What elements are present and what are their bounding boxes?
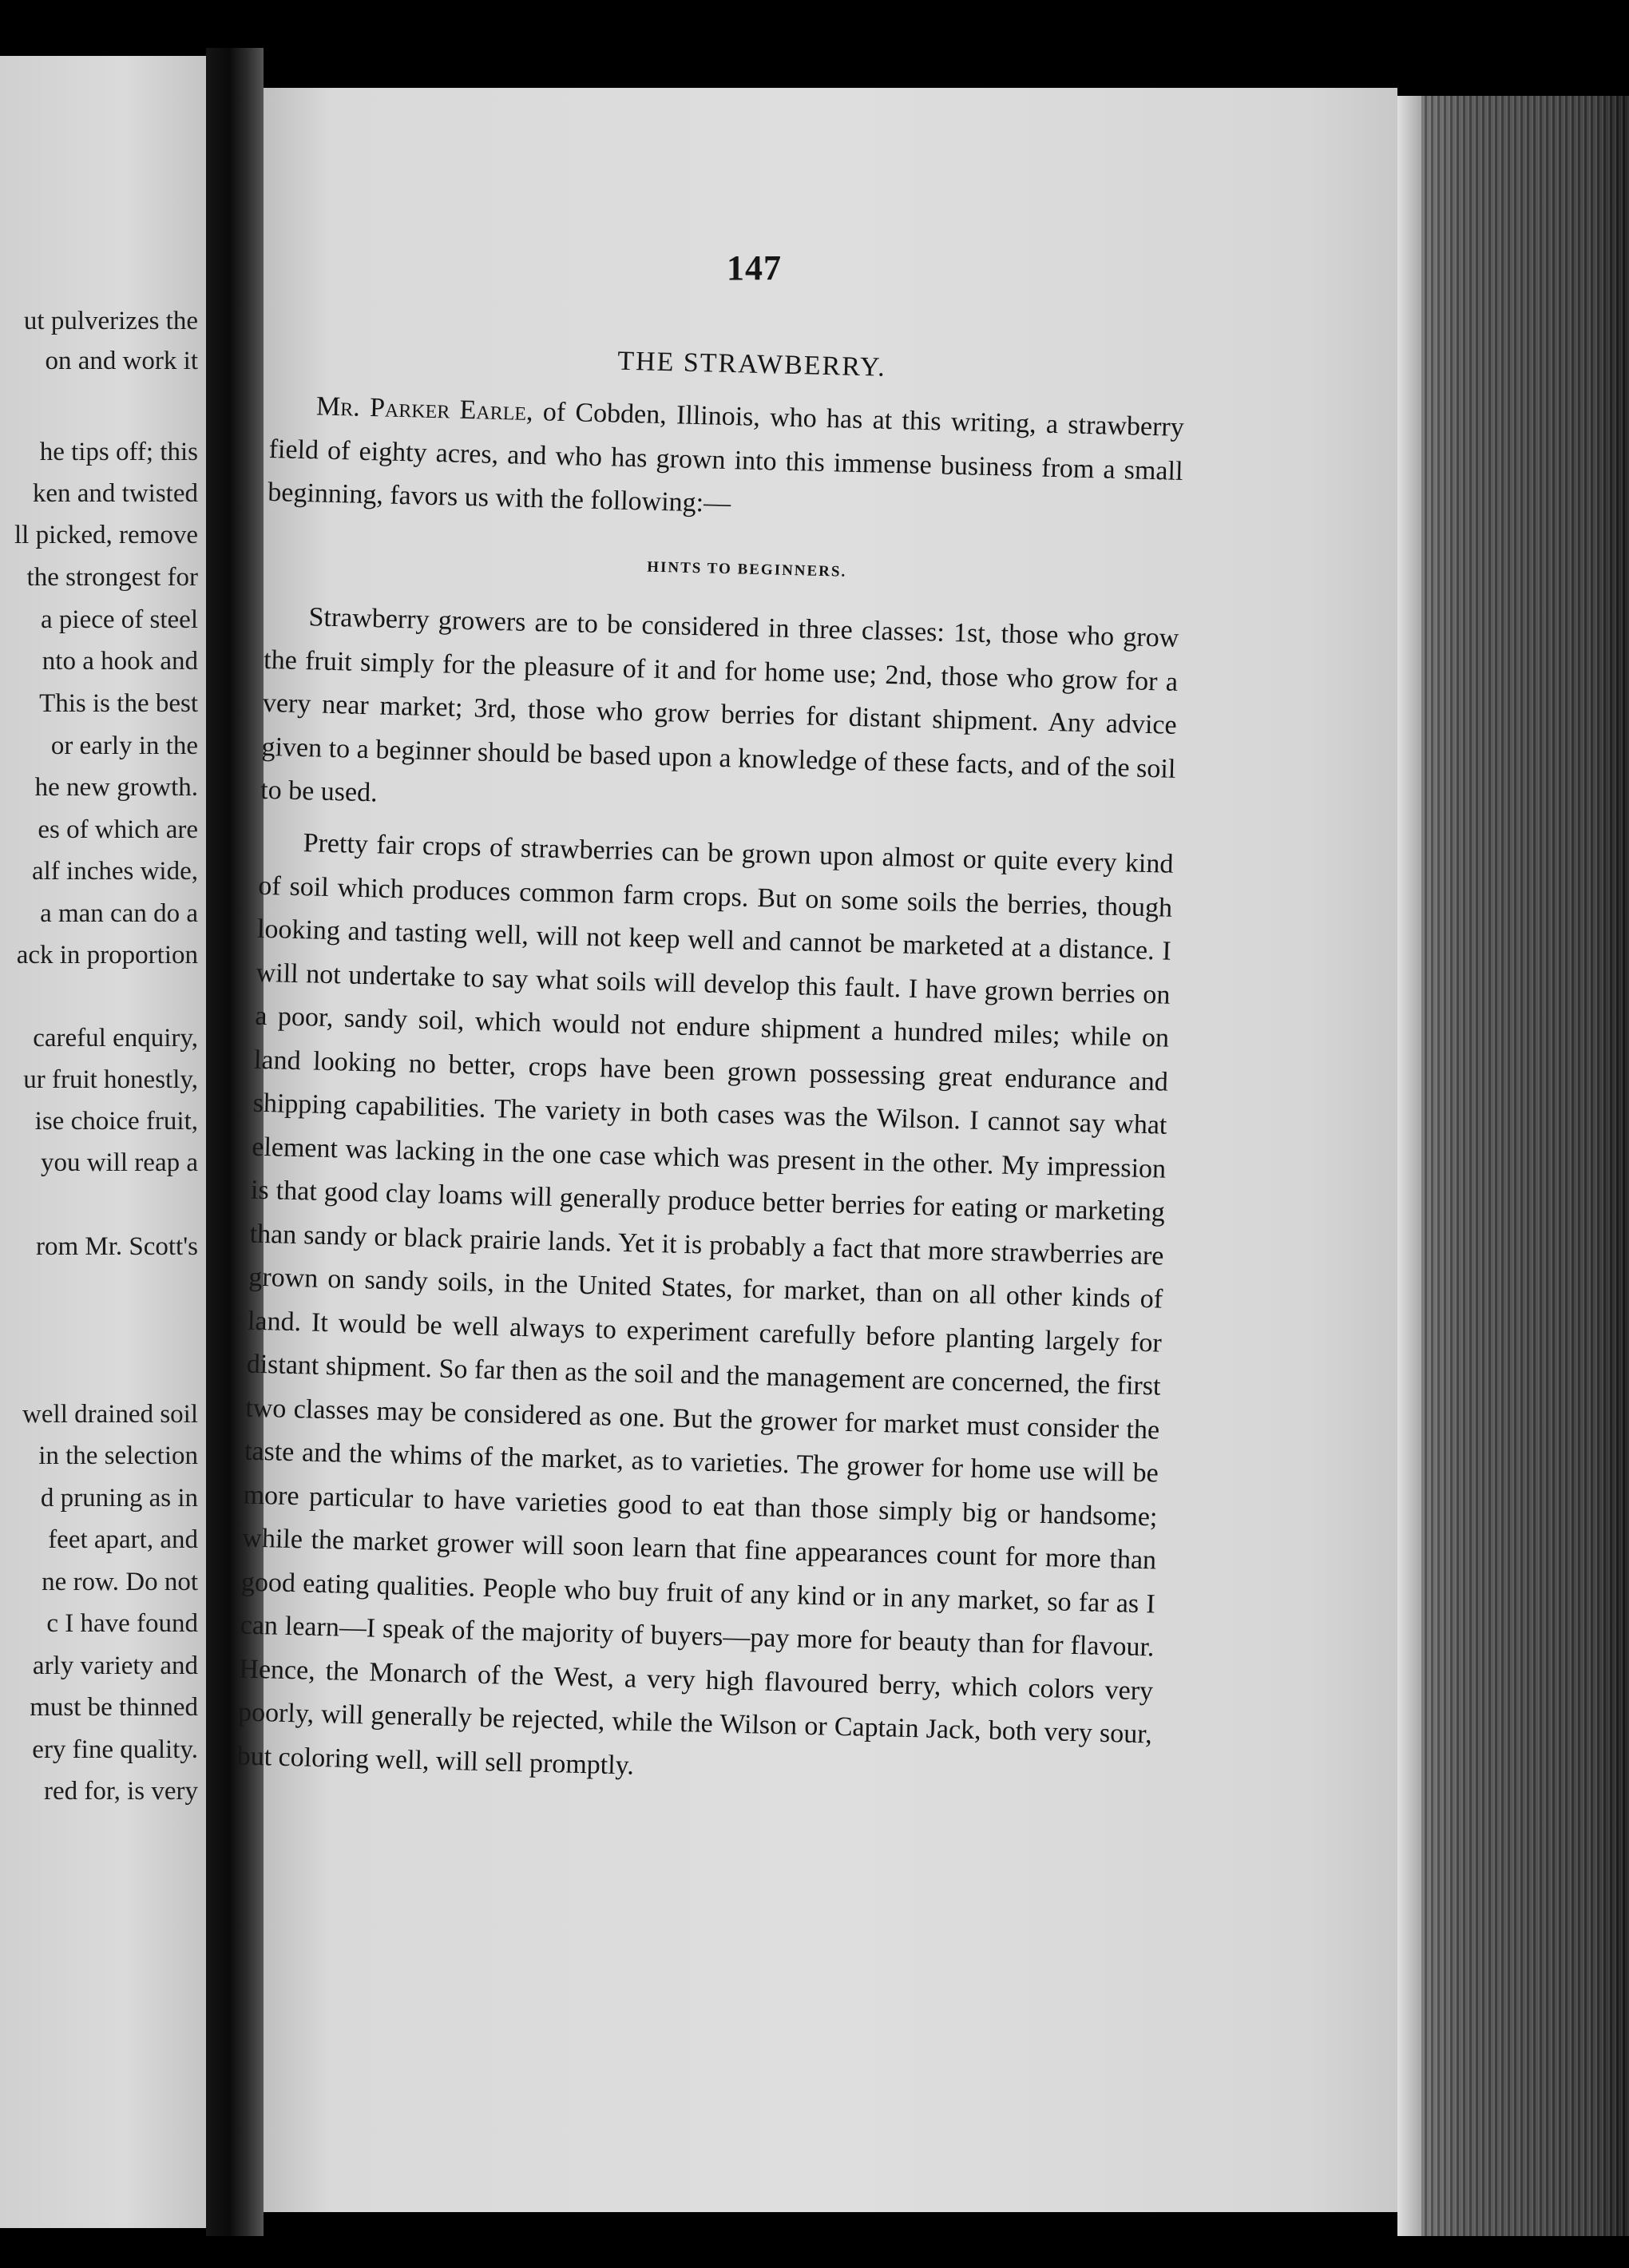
left-page-line: well drained soil: [22, 1400, 198, 1429]
intro-text: , of Cobden, Illinois, who has at this writing, a strawberry field of eighty acres, and who has grown into this immense business from a small beginning, favors us with the following:—: [267, 396, 1185, 519]
left-page-line: careful enquiry,: [33, 1024, 198, 1053]
left-page-line: c I have found: [46, 1609, 198, 1638]
left-page-line: alf inches wide,: [31, 857, 198, 886]
left-page-line: in the selection: [38, 1441, 198, 1470]
left-page-line: ery fine quality.: [32, 1735, 198, 1764]
body-paragraph: Strawberry growers are to be considered in three classes: 1st, those who grow the fruit simply for the pleasure of it and for home use; 2nd, those who grow for a very near market; 3rd, those who grow berries for distant shipment. Any advice given to a beginner should be based upon a knowledge of these facts, and of the soil to be used.: [260, 602, 1179, 808]
left-page-line: ut pulverizes the: [23, 307, 198, 335]
left-page-line: arly variety and: [32, 1651, 198, 1680]
page-body: [212, 74, 1397, 2226]
left-page-line: es of which are: [38, 815, 198, 844]
left-page-line: a man can do a: [40, 899, 198, 928]
left-page-line: ise choice fruit,: [34, 1107, 198, 1136]
left-page-line: ll picked, remove: [14, 521, 198, 549]
page-title: THE STRAWBERRY.: [616, 346, 887, 383]
left-page-line: ur fruit honestly,: [23, 1065, 198, 1094]
left-page-line: the strongest for: [26, 563, 198, 592]
left-page-line: or early in the: [50, 732, 198, 760]
author-name: Mr. Parker Earle: [315, 391, 527, 426]
previous-page-fragment: [0, 56, 206, 2228]
left-page-line: he tips off; this: [39, 438, 198, 466]
body-paragraph: Pretty fair crops of strawberries can be grown upon almost or quite every kind of soil which produces common farm crops. But on some soils the berries, though looking and tasting well, will not keep well and cannot be marketed at a distance. I will not undertake to say what soils will develop this fault. I have grown berries on a poor, sandy soil, which would not endure shipment a hundred miles; while on land looking no better, crops have been grown possessing great endurance and shipping capabilities. The variety in both cases was the Wilson. I cannot say what element was lacking in the one case which was present in the other. My impression is that good clay loams will generally produce better berries for eating or marketing than sandy or black prairie lands. Yet it is probably a fact that more strawberries are grown on sandy soils, in the United States, for market, than on all other kinds of land. It would be well always to experiment carefully before planting largely for distant shipment. So far then as the soil and the management are concerned, the first two classes may be considered as one. But the grower for market must consider the taste and the whims of the market, as to varieties. The grower for home use will be more particular to have varieties good to eat than those simply big or handsome; while the market grower will soon learn that fine appearances count for more than good eating qualities. People who buy fruit of any kind or in any market, so far as I can learn—I speak of the majority of buyers—pay more for beauty than for flavour. Hence, the Monarch of the West, a very high flavoured berry, which colors very poorly, will generally be rejected, while the Wilson or Captain Jack, both very sour, but coloring well, will sell promptly.: [236, 828, 1174, 1781]
left-page-line: on and work it: [45, 347, 198, 375]
intro-paragraph: [268, 384, 1185, 537]
left-page-line: ne row. Do not: [42, 1568, 198, 1596]
book-page: [236, 88, 1397, 2212]
left-page-line: a piece of steel: [41, 605, 198, 634]
left-page-line: nto a hook and: [42, 647, 198, 676]
left-page-line: ack in proportion: [16, 941, 198, 969]
page-edges: [1397, 96, 1629, 2236]
left-page-line: rom Mr. Scott's: [35, 1232, 198, 1261]
left-page-line: ken and twisted: [32, 479, 198, 508]
left-page-line: red for, is very: [44, 1777, 198, 1806]
left-page-line: you will reap a: [40, 1148, 198, 1177]
left-page-line: This is the best: [39, 689, 198, 718]
section-subtitle: HINTS TO BEGINNERS.: [646, 558, 847, 581]
left-page-line: feet apart, and: [48, 1525, 198, 1554]
page-number: 147: [727, 248, 782, 287]
left-page-line: d pruning as in: [40, 1484, 198, 1513]
left-page-line: must be thinned: [30, 1693, 198, 1722]
page-edge-shadow: [1397, 96, 1421, 2236]
left-page-line: he new growth.: [34, 773, 198, 802]
